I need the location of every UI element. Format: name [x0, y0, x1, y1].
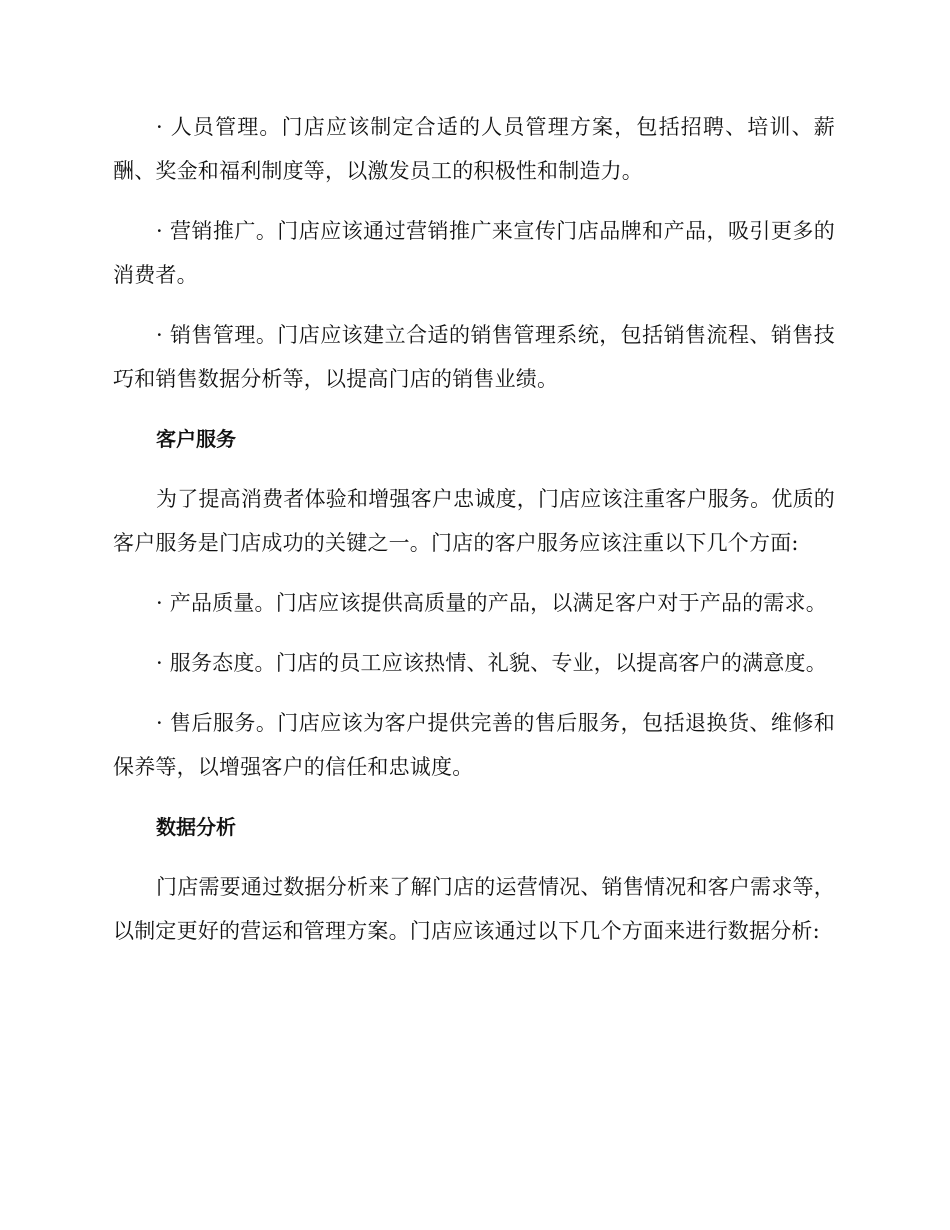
bullet-staff-management: · 人员管理。门店应该制定合适的人员管理方案，包括招聘、培训、薪酬、奖金和福利制度等，以激发员工的积极性和制造力。: [113, 115, 835, 183]
bullet-after-sales: · 售后服务。门店应该为客户提供完善的售后服务，包括退换货、维修和保养等，以增强客户的信任和忠诚度。: [113, 711, 835, 779]
bullet-marketing: · 营销推广。门店应该通过营销推广来宣传门店品牌和产品，吸引更多的消费者。: [113, 219, 835, 287]
data-analysis-intro: 门店需要通过数据分析来了解门店的运营情况、销售情况和客户需求等，以制定更好的营运和管理方案。门店应该通过以下几个方面来进行数据分析:: [113, 875, 835, 943]
bullet-service-attitude: · 服务态度。门店的员工应该热情、礼貌、专业，以提高客户的满意度。: [156, 651, 827, 675]
customer-service-intro: 为了提高消费者体验和增强客户忠诚度，门店应该注重客户服务。优质的客户服务是门店成功的关键之一。门店的客户服务应该注重以下几个方面:: [113, 487, 835, 555]
bullet-sales-management: · 销售管理。门店应该建立合适的销售管理系统，包括销售流程、销售技巧和销售数据分析等，以提高门店的销售业绩。: [113, 323, 835, 391]
heading-customer-service: 客户服务: [156, 427, 236, 451]
document-page: [113, 105, 835, 969]
heading-data-analysis: 数据分析: [156, 815, 236, 839]
bullet-product-quality: · 产品质量。门店应该提供高质量的产品，以满足客户对于产品的需求。: [156, 591, 827, 615]
